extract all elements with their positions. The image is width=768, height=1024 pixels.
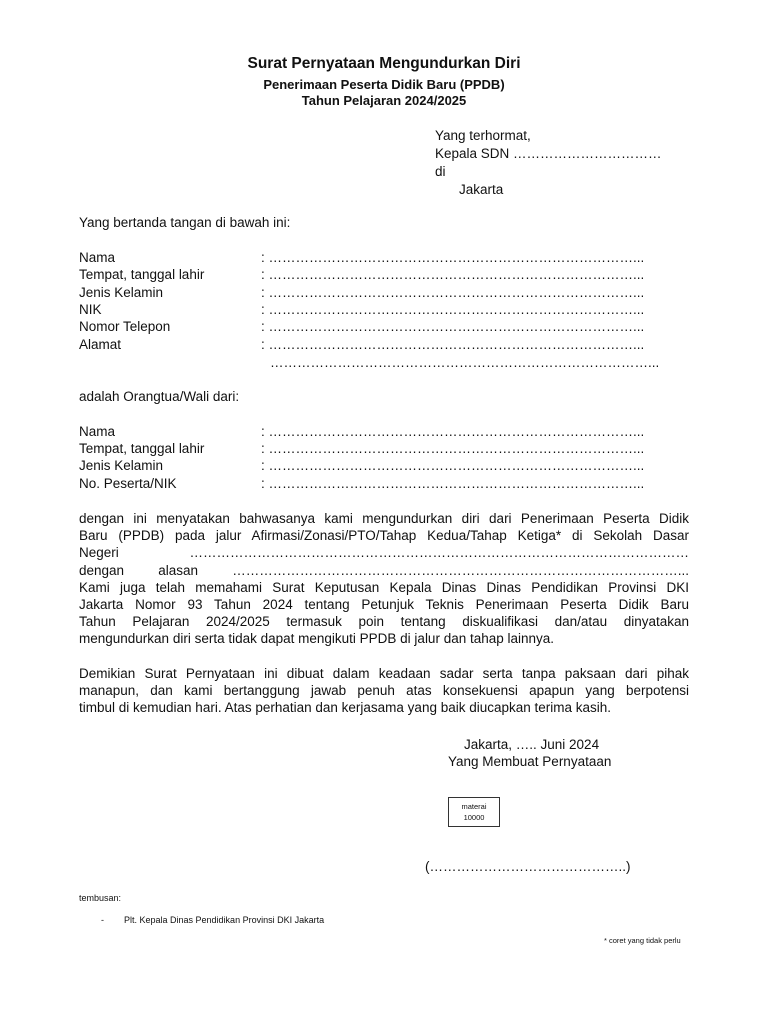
parent-phone-label: Nomor Telepon bbox=[79, 319, 171, 334]
statement-line: Kami juga telah memahami Surat Keputusan Kepala Dinas Dinas Pendidikan Provinsi DKI bbox=[79, 579, 689, 595]
recipient-city: Jakarta bbox=[459, 182, 504, 197]
statement-line: mengundurkan diri serta tidak dapat mengikuti PPDB di jalur dan tahap lainnya. bbox=[79, 631, 555, 647]
statement-line: Baru (PPDB) pada jalur Afirmasi/Zonasi/PTO/Tahap Kedua/Tahap Ketiga* di Sekolah Dasar bbox=[79, 528, 689, 544]
footnote: * coret yang tidak perlu bbox=[604, 936, 681, 945]
parent-nik-label: NIK bbox=[79, 302, 102, 317]
parent-name-field: : ………………………………………………………………………... bbox=[261, 250, 645, 265]
academic-year: Tahun Pelajaran 2024/2025 bbox=[301, 93, 467, 108]
parent-gender-field: : ………………………………………………………………………... bbox=[261, 285, 645, 300]
recipient-school: Kepala SDN …………………………… bbox=[435, 146, 662, 161]
closing-line: Demikian Surat Pernyataan ini dibuat dalam keadaan sadar serta tanpa paksaan dari pihak bbox=[79, 666, 689, 681]
closing-line: manapun, dan kami bertanggung jawab penuh atas konsekuensi apapun yang berpotensi bbox=[79, 683, 689, 699]
child-id-field: : ………………………………………………………………………... bbox=[261, 476, 645, 491]
stamp-value: 10000 bbox=[463, 813, 485, 822]
child-birth-label: Tempat, tanggal lahir bbox=[79, 441, 205, 456]
cc-label: tembusan: bbox=[79, 893, 122, 903]
parent-address-label: Alamat bbox=[79, 337, 122, 352]
child-name-label: Nama bbox=[79, 424, 116, 439]
page-subtitle: Penerimaan Peserta Didik Baru (PPDB) bbox=[263, 77, 505, 92]
closing-line: timbul di kemudian hari. Atas perhatian dan kerjasama yang baik diucapkan terima kasih. bbox=[79, 700, 612, 716]
parent-address-field: : ………………………………………………………………………... bbox=[261, 337, 645, 352]
child-name-field: : ………………………………………………………………………... bbox=[261, 424, 645, 439]
parent-phone-field: : ………………………………………………………………………... bbox=[261, 319, 645, 334]
statement-line: Jakarta Nomor 93 Tahun 2024 tentang Petunjuk Teknis Penerimaan Peserta Didik Baru bbox=[79, 597, 689, 613]
parent-birth-field: : ………………………………………………………………………... bbox=[261, 267, 645, 282]
parent-name-label: Nama bbox=[79, 250, 116, 265]
parent-birth-label: Tempat, tanggal lahir bbox=[79, 267, 205, 282]
closing-paragraph bbox=[79, 665, 689, 717]
child-id-label: No. Peserta/NIK bbox=[79, 476, 177, 491]
stamp-box bbox=[448, 797, 500, 827]
signature-place-date: Jakarta, ….. Juni 2024 bbox=[464, 737, 600, 752]
cc-bullet: - bbox=[101, 915, 104, 925]
cc-item: Plt. Kepala Dinas Pendidikan Provinsi DKI Jakarta bbox=[124, 915, 325, 925]
parent-nik-field: : ………………………………………………………………………... bbox=[261, 302, 645, 317]
stamp-label: materai bbox=[461, 802, 487, 811]
recipient-greeting: Yang terhormat, bbox=[435, 128, 531, 143]
child-gender-label: Jenis Kelamin bbox=[79, 458, 164, 473]
parent-address-line2: …………………………………………………………………………... bbox=[270, 355, 660, 370]
statement-line: Negeri ………………………………………………………………………………………………… bbox=[79, 545, 689, 561]
signature-name-line: (……………………………………..) bbox=[425, 859, 631, 874]
intro-text: Yang bertanda tangan di bawah ini: bbox=[79, 215, 291, 230]
child-gender-field: : ………………………………………………………………………... bbox=[261, 458, 645, 473]
signature-maker: Yang Membuat Pernyataan bbox=[448, 754, 612, 769]
statement-paragraph bbox=[79, 510, 689, 648]
recipient-di: di bbox=[435, 164, 446, 179]
page-title: Surat Pernyataan Mengundurkan Diri bbox=[247, 55, 521, 72]
statement-line: dengan ini menyatakan bahwasanya kami mengundurkan diri dari Penerimaan Peserta Didik bbox=[79, 511, 689, 526]
guardian-intro: adalah Orangtua/Wali dari: bbox=[79, 389, 240, 404]
child-birth-field: : ………………………………………………………………………... bbox=[261, 441, 645, 456]
statement-line: dengan alasan ………………………………………………………………………………………... bbox=[79, 562, 689, 578]
statement-line: Tahun Pelajaran 2024/2025 termasuk poin tentang diskualifikasi dan/atau dinyatakan bbox=[79, 614, 689, 630]
parent-gender-label: Jenis Kelamin bbox=[79, 285, 164, 300]
